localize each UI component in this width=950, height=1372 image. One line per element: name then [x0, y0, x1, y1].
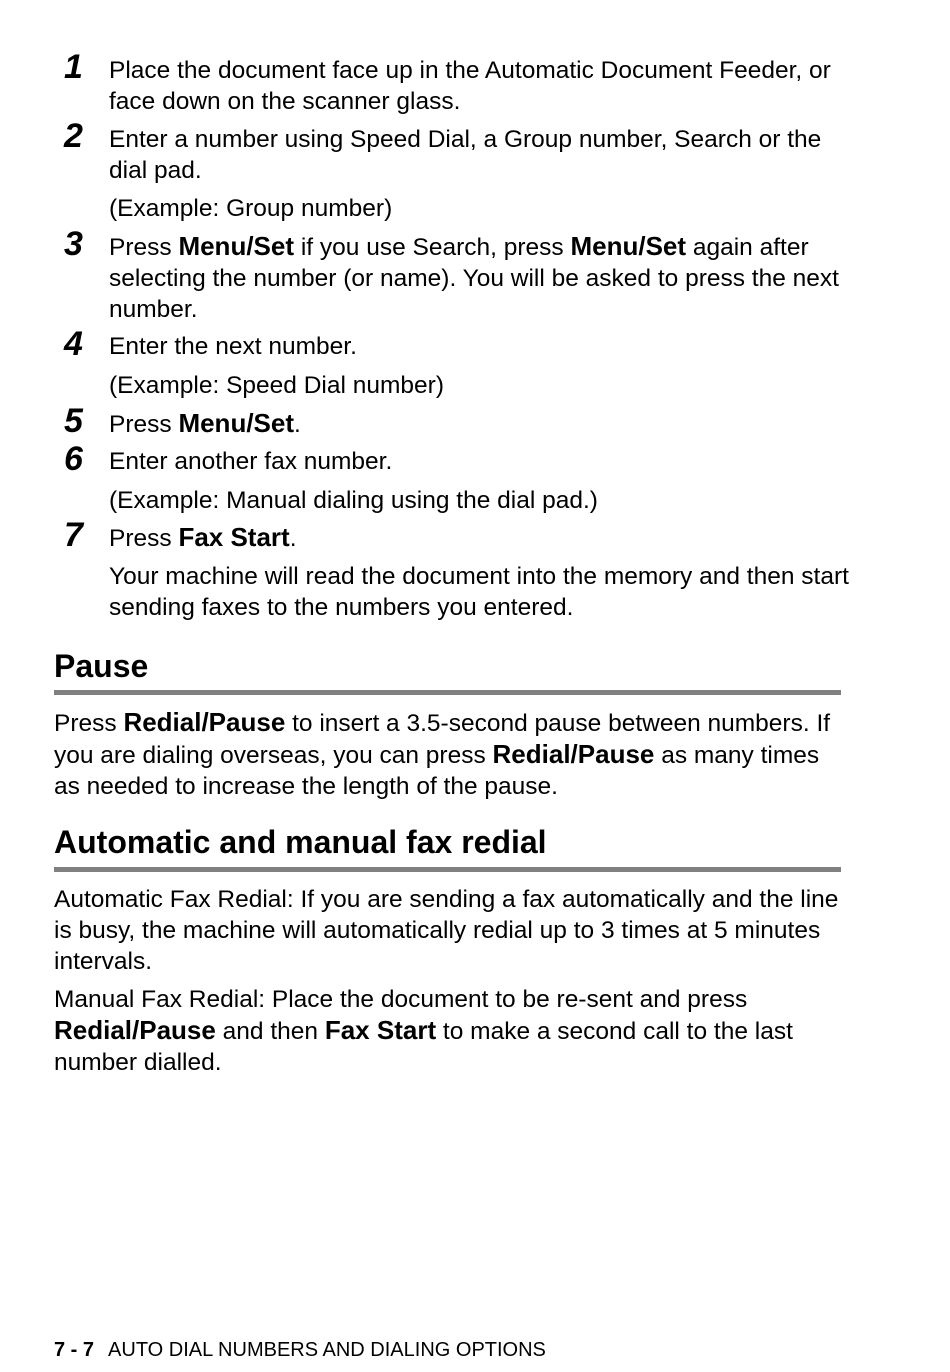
key-fax-start: Fax Start [178, 522, 290, 552]
key-menu-set: Menu/Set [570, 231, 687, 261]
key-redial-pause: Redial/Pause [54, 1015, 216, 1045]
step-text: Press Fax Start. [109, 522, 297, 552]
step-number: 1 [64, 48, 83, 86]
key-menu-set: Menu/Set [178, 231, 295, 261]
step-text: Enter a number using Speed Dial, a Group number, Search or the dial pad. [109, 126, 822, 184]
key-menu-set: Menu/Set [178, 408, 295, 438]
step-number: 3 [64, 225, 83, 263]
step-example: (Example: Speed Dial number) [109, 372, 444, 399]
section-divider [54, 867, 841, 872]
step-text: Press Menu/Set. [109, 408, 301, 438]
section-title-redial: Automatic and manual fax redial [54, 824, 547, 860]
step-number: 7 [64, 516, 83, 554]
manual-redial-paragraph: Manual Fax Redial: Place the document to be re-sent and press Redial/Pause and then Fax Start to make a second call to the last number dialled. [54, 986, 793, 1076]
step-number: 5 [64, 402, 83, 440]
page-number: 7 - 7 [54, 1339, 95, 1361]
chapter-title: AUTO DIAL NUMBERS AND DIALING OPTIONS [108, 1339, 546, 1361]
step-example: (Example: Manual dialing using the dial pad.) [109, 487, 598, 514]
key-redial-pause: Redial/Pause [123, 707, 286, 737]
step-example: (Example: Group number) [109, 195, 393, 222]
step-number: 4 [64, 325, 83, 363]
key-redial-pause: Redial/Pause [492, 739, 655, 769]
step-text: Place the document face up in the Automatic Document Feeder, or face down on the scanner glass. [109, 57, 831, 115]
step-text: Press Menu/Set if you use Search, press Menu/Set again after selecting the number (or name). You will be asked to press the next number. [109, 231, 839, 323]
page-footer [54, 1338, 546, 1362]
key-fax-start: Fax Start [324, 1015, 437, 1045]
section-title-pause: Pause [54, 648, 149, 684]
step-note: Your machine will read the document into the memory and then start sending faxes to the numbers you entered. [109, 563, 849, 621]
step-text: Enter the next number. [109, 333, 357, 360]
step-number: 2 [64, 117, 83, 155]
auto-redial-paragraph: Automatic Fax Redial: If you are sending a fax automatically and the line is busy, the machine will automatically redial up to 3 times at 5 minutes intervals. [54, 886, 839, 975]
pause-paragraph: Press Redial/Pause to insert a 3.5-second pause between numbers. If you are dialing overseas, you can press Redial/Pause as many times as needed to increase the length of the pause. [54, 707, 831, 800]
section-divider [54, 690, 841, 695]
step-text: Enter another fax number. [109, 448, 393, 475]
step-number: 6 [64, 440, 83, 478]
